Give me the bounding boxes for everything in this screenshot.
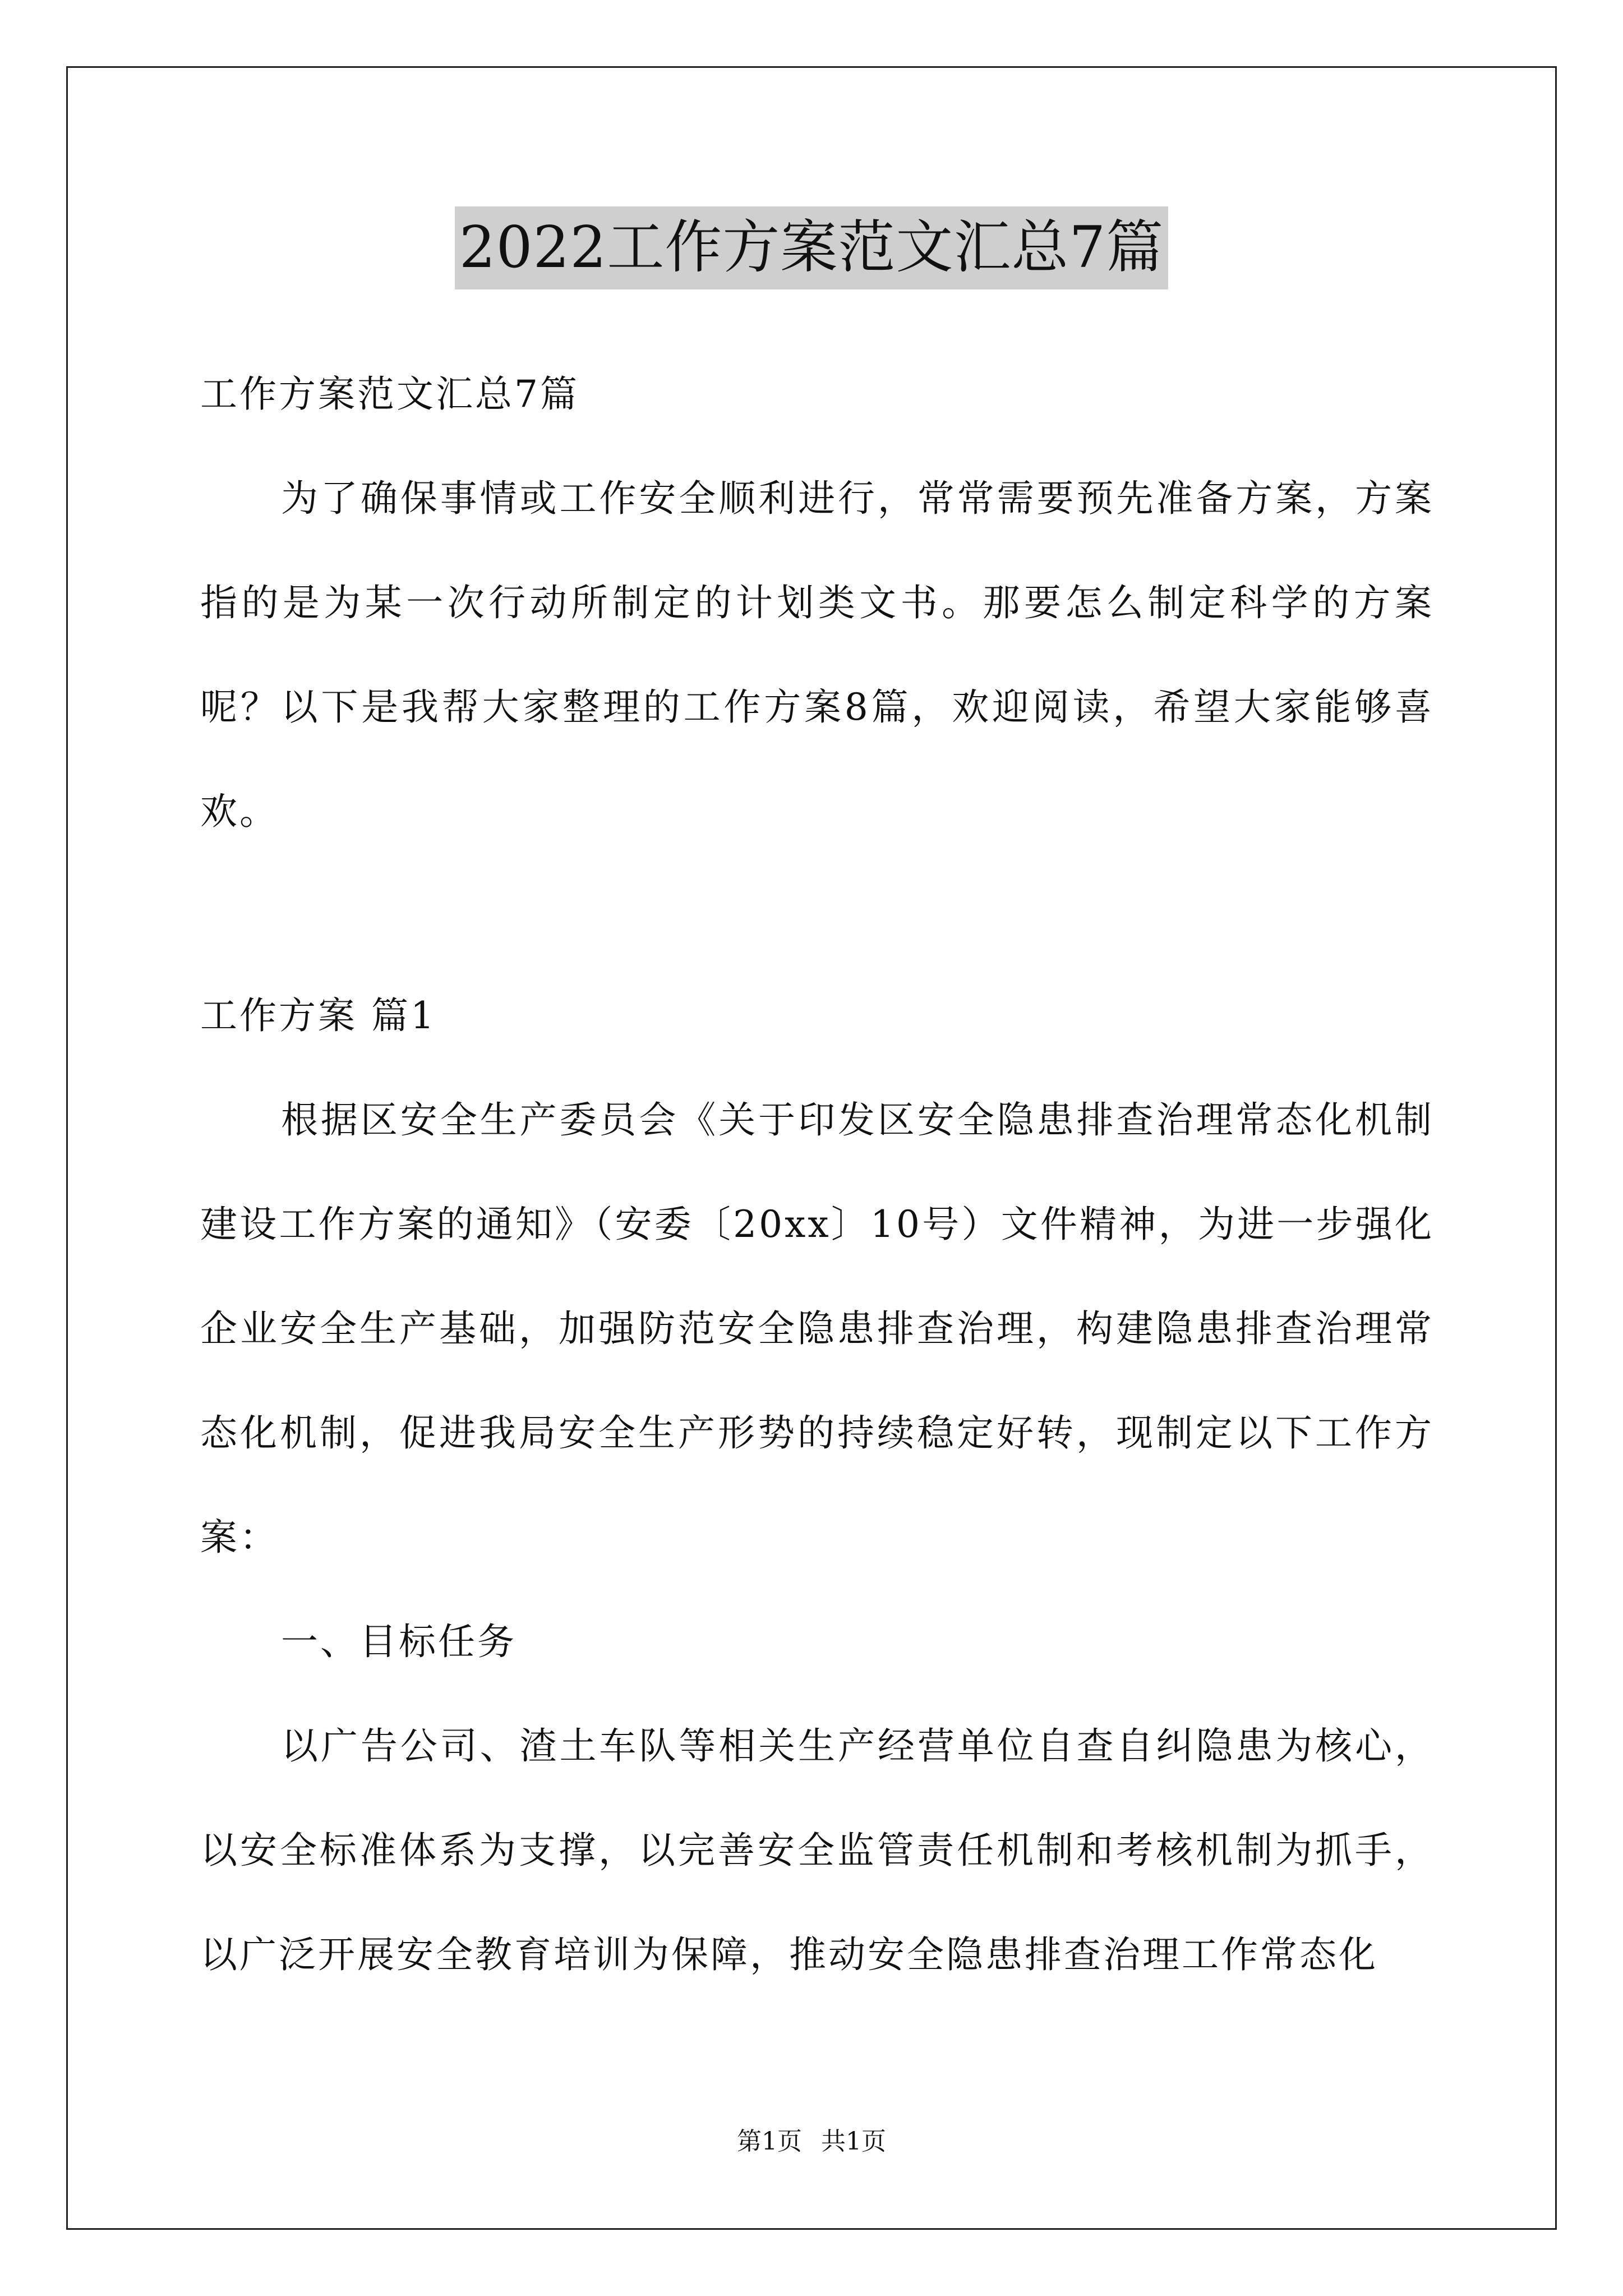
intro-section — [200, 447, 1434, 864]
section-subheading: 一、目标任务 — [281, 1620, 517, 1663]
section-heading: 工作方案 篇1 — [200, 994, 436, 1037]
title-container — [0, 206, 1623, 289]
subtitle-text: 工作方案范文汇总7篇 — [200, 372, 579, 416]
page-footer — [0, 2125, 1623, 2159]
section-paragraph-1: 根据区安全生产委员会《关于印发区安全隐患排查治理常态化机制建设工作方案的通知》（安委〔20xx〕10号）文件精神，为进一步强化企业安全生产基础，加强防范安全隐患排查治理，构建隐患排查治理常态化机制，促进我局安全生产形势的持续稳定好转，现制定以下工作方案： — [200, 1098, 1434, 1559]
page-current-label: 第1页 — [737, 2127, 802, 2156]
document-subtitle — [200, 342, 1434, 447]
page-total-label: 共1页 — [821, 2127, 886, 2156]
document-title: 2022工作方案范文汇总7篇 — [455, 206, 1168, 289]
section-paragraph-2: 以广告公司、渣土车队等相关生产经营单位自查自纠隐患为核心，以安全标准体系为支撑，以完善安全监管责任机制和考核机制为抓手，以广泛开展安全教育培训为保障，推动安全隐患排查治理工作常态化 — [200, 1724, 1434, 1976]
intro-paragraph: 为了确保事情或工作安全顺利进行，常常需要预先准备方案，方案指的是为某一次行动所制定的计划类文书。那要怎么制定科学的方案呢？以下是我帮大家整理的工作方案8篇，欢迎阅读，希望大家能够喜欢。 — [200, 477, 1434, 833]
section-one — [200, 964, 1434, 2007]
